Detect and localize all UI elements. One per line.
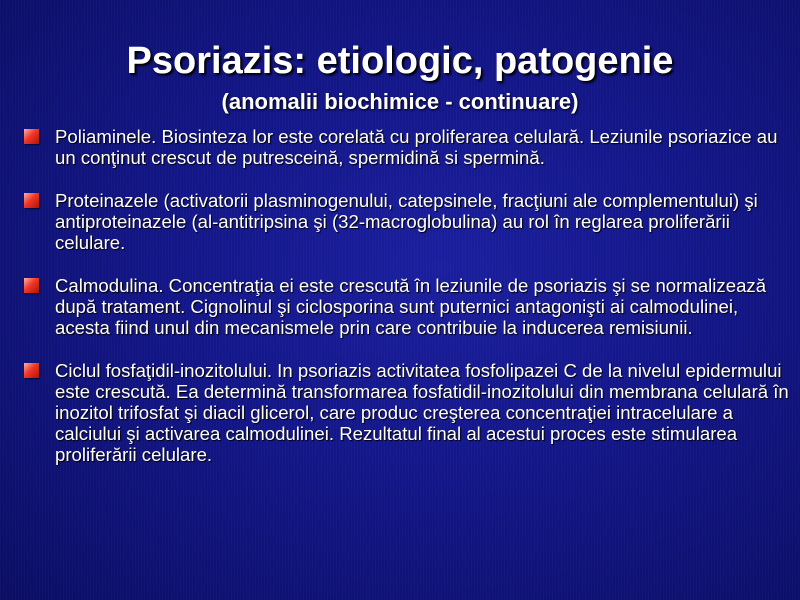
bullet-item-ciclul-fosfatidil xyxy=(24,360,794,465)
red-square-bullet-icon xyxy=(24,129,39,144)
bullet-item-poliaminele xyxy=(24,126,794,168)
bullet-text: Calmodulina. Concentraţia ei este crescută în leziunile de psoriazis şi se normalizează după tratament. Cignolinul şi ciclosporina sunt puternici antagonişti ai calmodulinei, acesta fiind unul din mecanismele prin care contribuie la inducerea remisiunii. xyxy=(55,275,767,338)
slide-subtitle: (anomalii biochimice - continuare) xyxy=(221,89,579,114)
bullet-text: Poliaminele. Biosinteza lor este corelată cu proliferarea celulară. Leziunile psoriazice au un conţinut crescut de putresceină, spermidină si spermină. xyxy=(55,126,778,168)
bullet-item-proteinazele xyxy=(24,190,794,253)
bullet-text: Proteinazele (activatorii plasminogenului, catepsinele, fracţiuni ale complementului) şi antiproteinazele (al-antitripsina şi (32-macroglobulina) au rol în reglarea proliferării celulare. xyxy=(55,190,758,253)
red-square-bullet-icon xyxy=(24,193,39,208)
bullet-text: Ciclul fosfaţidil-inozitolului. In psoriazis activitatea fosfolipazei C de la nivelul epidermului este crescută. Ea determină transformarea fosfatidil-inozitolului din membrana celulară în inozitol trifosfat şi diacil glicerol, care produc creşterea concentraţiei intracelulare a calciului şi activarea calmodulinei. Rezultatul final al acestui proces este stimularea proliferării celulare. xyxy=(55,360,789,465)
bullet-item-calmodulina xyxy=(24,275,794,338)
slide-title: Psoriazis: etiologic, patogenie xyxy=(126,40,674,82)
red-square-bullet-icon xyxy=(24,278,39,293)
red-square-bullet-icon xyxy=(24,363,39,378)
bullet-list xyxy=(24,126,794,487)
